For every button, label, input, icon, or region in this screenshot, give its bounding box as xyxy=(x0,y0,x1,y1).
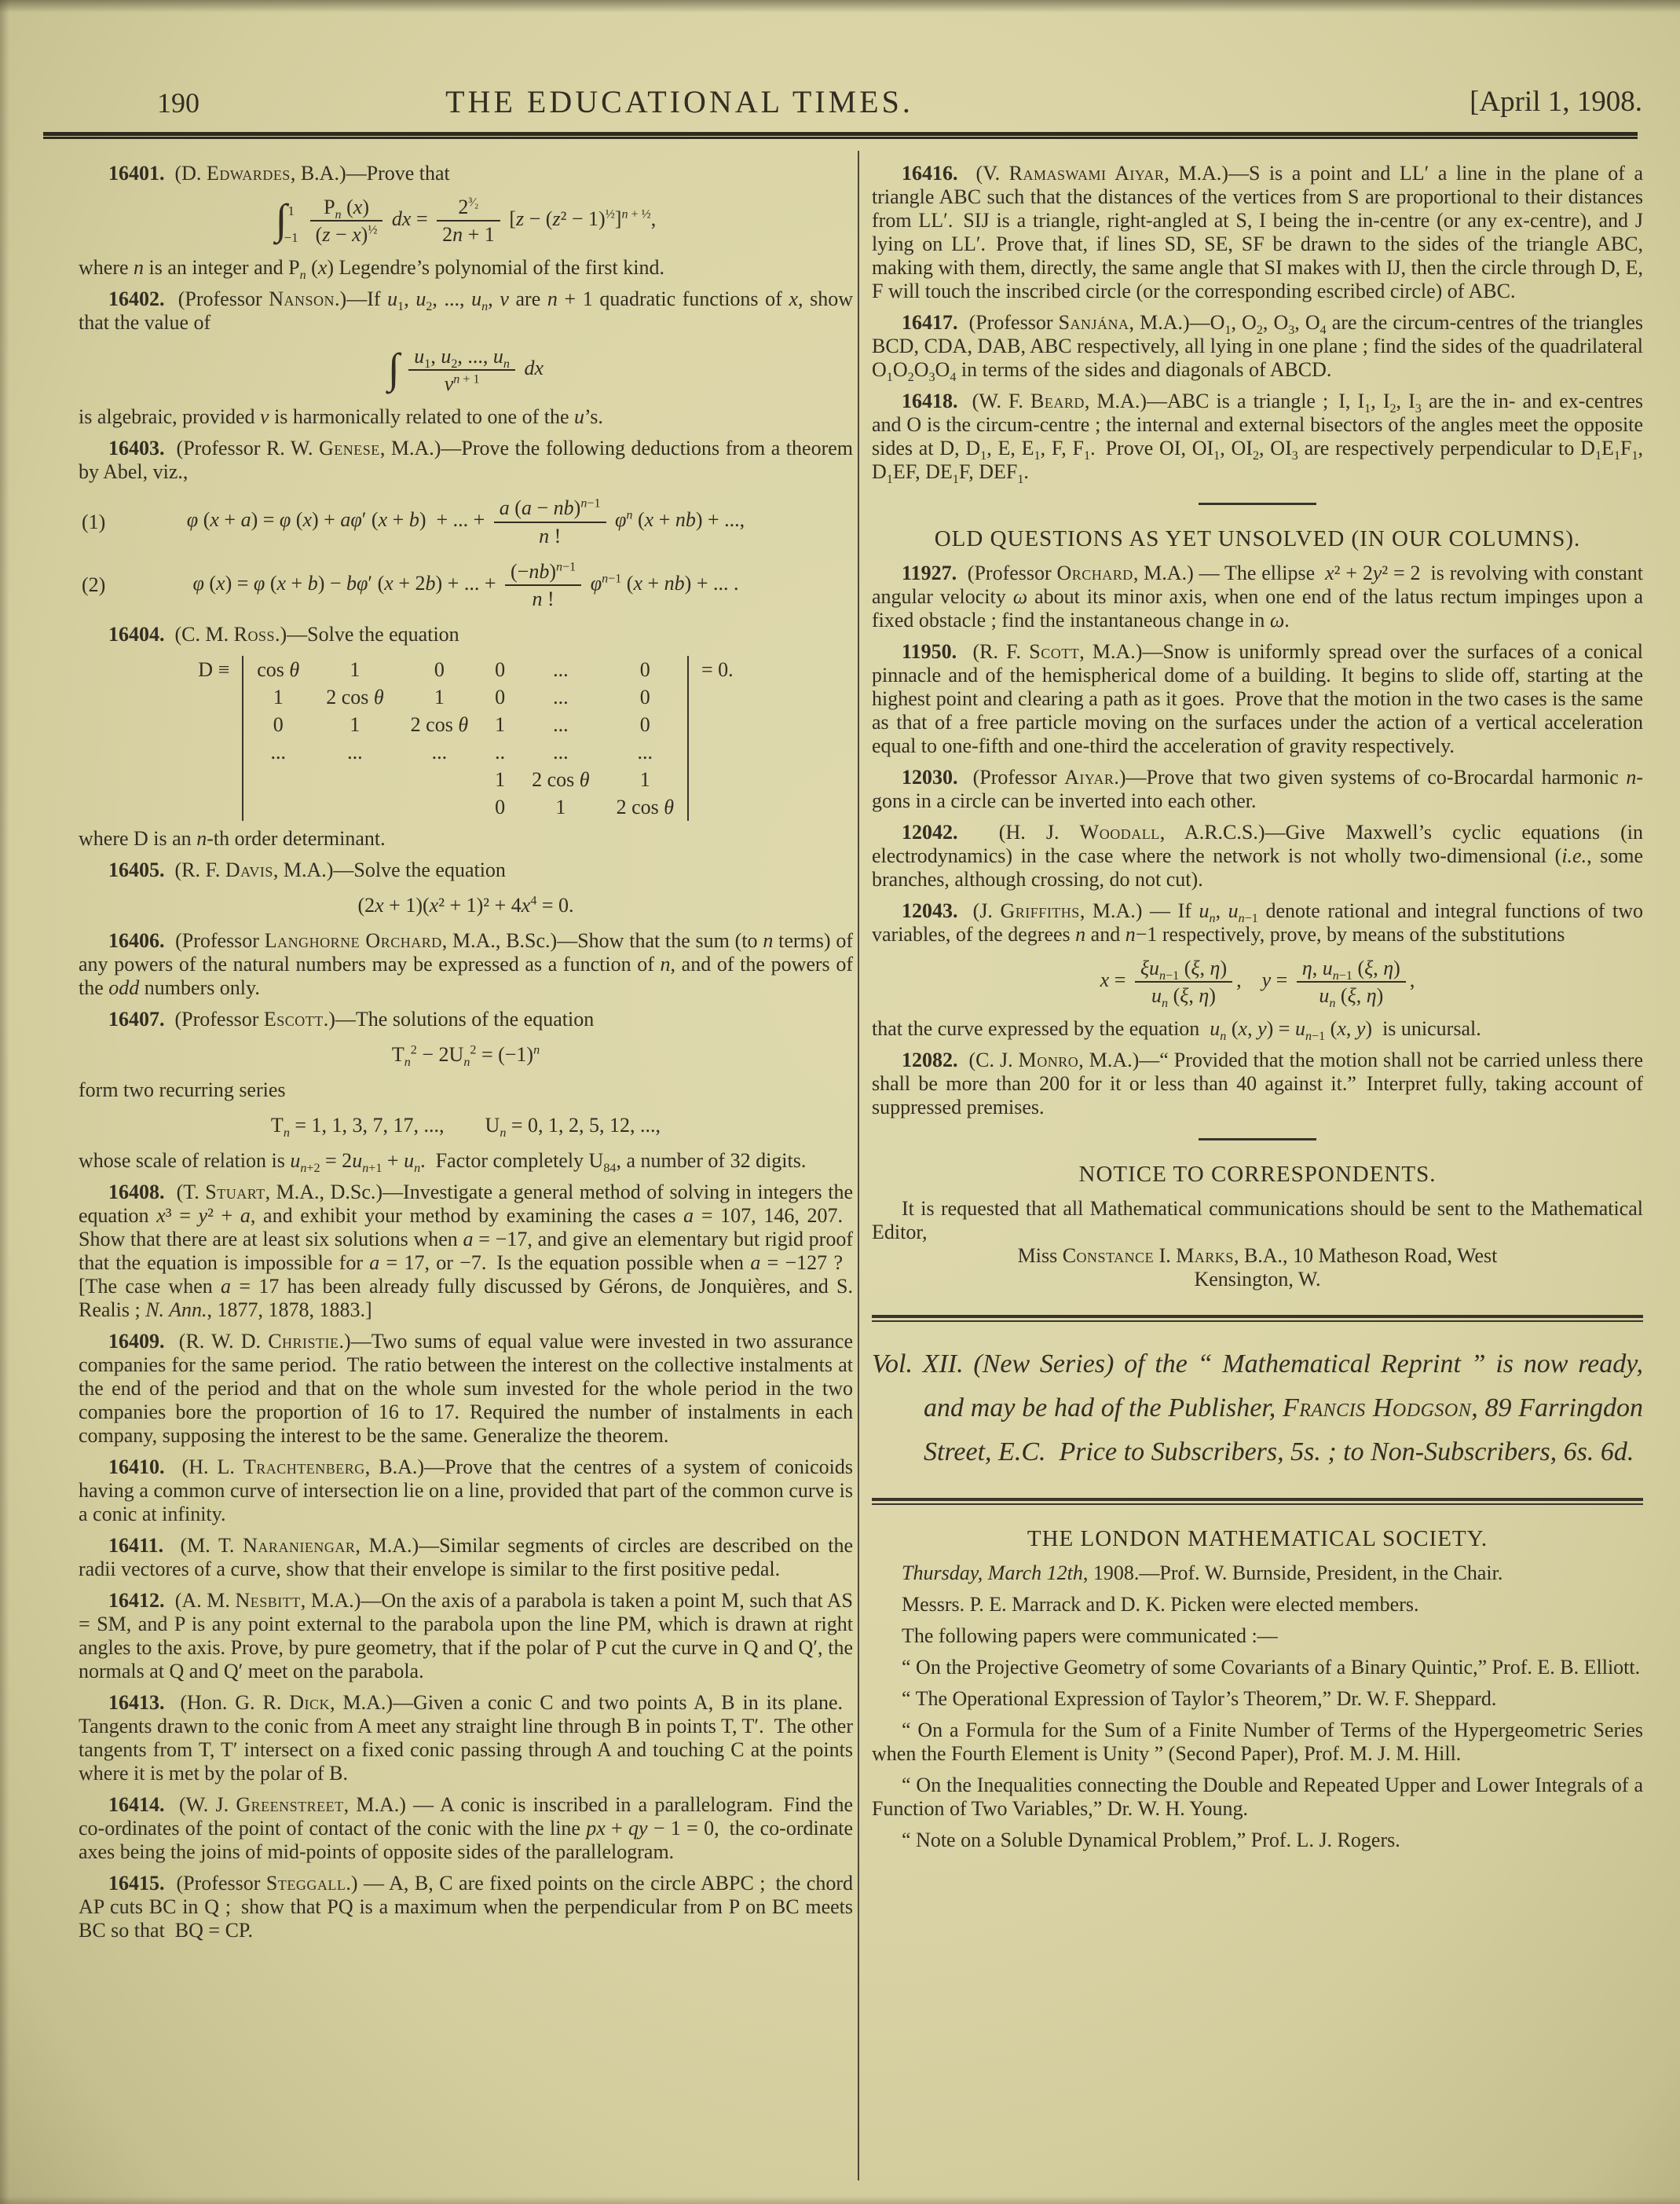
problem-16414: 16414. (W. J. Greenstreet, M.A.) — A conic is inscribed in a parallelogram. Find the co-ordinates of the point of contact of the conic with the line px + qy − 1 = 0, the co-ordinate axes being the joins of mid-points of opposite sides of the parallelogram. xyxy=(79,1792,854,1863)
problem-16404: 16404. (C. M. Ross.)—Solve the equation xyxy=(108,622,459,646)
page-number: 190 xyxy=(157,87,199,119)
formula-16402: ∫ $\frac{u_1, u_2, ..., u_n}{v^{n + 1}}$ dx xyxy=(387,345,544,396)
notice-address-line2: Kensington, W. xyxy=(1194,1268,1321,1291)
scan-edge-top xyxy=(0,0,1680,13)
header-double-rule xyxy=(43,132,1638,139)
lms-papers-intro: The following papers were communicated :— xyxy=(902,1624,1278,1648)
problem-16403: 16403. (Professor R. W. Genese, M.A.)—Prove the following deductions from a theorem by Abel, viz., xyxy=(79,437,853,484)
problem-11927: 11927. (Professor Orchard, M.A.) — The ellipse x² + 2y² = 2 is revolving with constant angular velocity ω about its minor axis, when one end of the latus rectum impinges upon a fixed obstacle ; find the instantaneous change in ω. xyxy=(872,562,1643,632)
lms-paper-1: “ On the Projective Geometry of some Covariants of a Binary Quintic,” Prof. E. B. Elliott. xyxy=(902,1656,1641,1679)
problem-16402-text: is algebraic, provided v is harmonically related to one of the u’s. xyxy=(79,405,603,429)
problem-16413: 16413. (Hon. G. R. Dick, M.A.)—Given a conic C and two points A, B in its plane. Tangents drawn to the conic from A meet any straight line through B in points T, T′. The other tangents from T, T′ intersect on a fixed conic passing through A and touching C at the points where it is met by the polar of B. xyxy=(79,1690,853,1785)
problem-16407-text1: form two recurring series xyxy=(79,1078,286,1101)
problem-16410: 16410. (H. L. Trachtenberg, B.A.)—Prove that the centres of a system of conicoids having a common curve of intersection lie on a line, provided that part of the common curve is a conic at infinity. xyxy=(79,1455,854,1525)
scan-edge-left xyxy=(0,0,9,2204)
problem-12043-text: that the curve expressed by the equation $u_n$ (x, $y) = u_{n-1}$ (x, y) is unicursal. xyxy=(872,1017,1481,1044)
problem-12042: 12042. (H. J. Woodall, A.R.C.S.)—Give Maxwell’s cyclic equations (in electrodynamics) in the case where the network is not wholly two-dimensional (i.e., some branches, although crossing, do not cut). xyxy=(872,821,1644,891)
problem-16418: 16418. (W. F. Beard, M.A.)—ABC is a triangle ; I, $I_1$, $I_2$, $I_3$ are the in- and ex-centres and O is the circum-centre ; the internal and external bisectors of the angles meet the opposite sides at D, $D_1$, E, $E_1$, F, $F_1$. Prove OI, $OI_1$, $OI_2$, $OI_3$ are respectively perpendicular to $D_1E_1F_1$, $D_1EF$, $DE_1F$, $DEF_1$. xyxy=(872,390,1644,487)
lms-meeting: Thursday, March 12th, 1908.—Prof. W. Burnside, President, in the Chair. xyxy=(902,1561,1503,1585)
formula-16401: ∫ 1 −1 $\frac{P_n (x)}{(z - x)^{\frac{1}{2}}}$ dx = $\frac{2^{^3⁄_2}}{2n + 1}$ $[z - (z^2 - 1)^{\frac{1}{2}}]^{n + \frac{1}{2}}$, xyxy=(275,196,657,247)
lms-paper-4: “ On the Inequalities connecting the Double and Repeated Upper and Lower Integrals of a Function of Two Variables,” Dr. W. H. Young. xyxy=(872,1774,1643,1821)
old-questions-heading: OLD QUESTIONS AS YET UNSOLVED (IN OUR COLUMNS). xyxy=(934,526,1581,551)
section-divider-rule xyxy=(1199,1138,1316,1140)
problem-16409: 16409. (R. W. D. Christie.)—Two sums of equal value were invested in two assurance companies for the same period. The ratio between the interest on the collective instalments at the end of the period and that on the whole sum invested for the whole period in the two companies bore the proportion of 16 to 17. Required the number of instalments in each company, supposing the interest to be the same. Generalize the theorem. xyxy=(79,1329,853,1447)
problem-12043: 12043. (J. Griffiths, M.A.) — If $u_n$, $u_{n-1}$ denote rational and integral functions of two variables, of the degrees n and n−1 respectively, prove, by means of the substitutions xyxy=(872,899,1643,946)
lms-paper-5: “ Note on a Soluble Dynamical Problem,” Prof. L. J. Rogers. xyxy=(902,1829,1400,1852)
problem-16417: 16417. (Professor Sanjána, $M.A.)—O_1$, $O_2$, $O_3$, $O_4$ are the circum-centres of the triangles BCD, CDA, DAB, ABC respectively, all lying in one plane ; find the sides of the quadrilateral $O_1O_2O_3O_4$ in terms of the sides and diagonals of ABCD. xyxy=(872,311,1643,385)
issue-date: [April 1, 1908. xyxy=(1470,86,1642,118)
problem-16401-text: where n is an integer and $P_n$ (x) Legendre’s polynomial of the first kind. xyxy=(79,256,664,283)
problem-16407: 16407. (Professor Escott.)—The solutions of the equation xyxy=(108,1007,595,1031)
notice-heading: NOTICE TO CORRESPONDENTS. xyxy=(1078,1162,1437,1188)
problem-16411: 16411. (M. T. Naraniengar, M.A.)—Similar segments of circles are described on the radii vectores of a curve, show that their envelope is similar to the first positive pedal. xyxy=(79,1533,853,1580)
problem-16412: 16412. (A. M. Nesbitt, M.A.)—On the axis of a parabola is taken a point M, such that AS = SM, and P is any point external to the parabola upon the line PM, which is drawn at right angles to the axis. Prove, by pure geometry, that if the polar of P cut the curve in Q and Q′, the normals at Q and Q′ meet on the parabola. xyxy=(79,1588,853,1682)
right-column xyxy=(872,154,1643,1852)
formula-16403-1: (1) φ (x + a) = φ (x) + aφ′ (x + b) + ... + $\frac{a (a - nb)^{n-1}}{n !}$ $\varphi^n$ (x + nb) + ..., xyxy=(82,496,745,547)
determinant-16404: D ≡ cos θ 1 0 0 ... 0 1 2 cos θ 1 0 ... 0 0 1 2 cos θ 1 ... 0 ... ... ... .. ... ... 1 2 cos θ 1 0 1 2 cos θ = 0. xyxy=(79,656,853,821)
formula-16403-2: (2) φ (x) = φ (x + b) − bφ′ (x + 2b) + ... + $\frac{(-nb)^{n-1}}{n !}$ $\varphi^{n-1}$ (x + nb) + ... . xyxy=(82,559,739,610)
problem-12030: 12030. (Professor Aiyar.)—Prove that two given systems of co-Brocardal harmonic n-gons in a circle can be inverted into each other. xyxy=(872,766,1644,812)
problem-11950: 11950. (R. F. Scott, M.A.)—Snow is uniformly spread over the surfaces of a conical pinnacle and of the hemispherical dome of a building. It begins to slide off, starting at the highest point and clearing a path as it goes. Prove that the motion in the two cases is the same as that of a free particle moving on the surfaces under the action of a vertical acceleration equal to one-fifth and one-third the acceleration of gravity respectively. xyxy=(872,640,1643,757)
problem-16401: 16401. (D. Edwardes, B.A.)—Prove that xyxy=(108,162,450,185)
column-divider-rule xyxy=(858,151,859,2180)
lms-heading: THE LONDON MATHEMATICAL SOCIETY. xyxy=(1027,1526,1488,1552)
page-title: THE EDUCATIONAL TIMES. xyxy=(445,84,913,119)
lms-members: Messrs. P. E. Marrack and D. K. Picken were elected members. xyxy=(902,1593,1419,1616)
problem-16415: 16415. (Professor Steggall.) — A, B, C are fixed points on the circle ABPC ; the chord AP cuts BC in Q ; show that PQ is a maximum when the perpendicular from P on BC meets BC so that BQ = CP. xyxy=(79,1871,853,1942)
formula-12043: x = $\xi u_{n-1}$ (ξ, η) $u_n$ (ξ, η) , y = $\frac{\eta, u_{n-1} (\xi, \eta)}{u_n (\xi, \eta)}$ , xyxy=(1100,957,1415,1011)
lms-paper-2: “ The Operational Expression of Taylor’s Theorem,” Dr. W. F. Sheppard. xyxy=(902,1687,1497,1711)
notice-address-line1: Miss Constance I. Marks, B.A., 10 Matheson Road, West xyxy=(1017,1244,1498,1268)
problem-16405: 16405. (R. F. Davis, M.A.)—Solve the equation xyxy=(108,858,506,881)
problem-12082: 12082. (C. J. Monro, M.A.)—“ Provided that the motion shall not be carried unless there shall be more than 200 for it or less than 40 against it.” Interpret fully, taking account of suppressed premises. xyxy=(872,1049,1644,1119)
problem-16416: 16416. (V. Ramaswami Aiyar, M.A.)—S is a point and LL′ a line in the plane of a triangle ABC such that the distances of the vertices from S are proportional to their distances from LL′. SIJ is a triangle, right-angled at S, I being the in-centre (or any ex-centre), and J lying on LL′. Prove that, if lines SD, SE, SF be drawn to the sides of the triangle ABC, making with them, directly, the same angle that SI makes with IJ, then the circle through D, E, F will touch the inscribed circle (or the corresponding escribed circle) of ABC. xyxy=(872,162,1643,302)
formula-16405: $(2x + 1)(x^2 + 1)^2 + 4x^4 = 0$. xyxy=(357,893,574,917)
notice-text: It is requested that all Mathematical communications should be sent to the Mathematical Editor, xyxy=(872,1197,1643,1244)
lms-paper-3: “ On a Formula for the Sum of a Finite Number of Terms of the Hypergeometric Series when the Fourth Element is Unity ” (Second Paper), Prof. M. J. M. Hill. xyxy=(872,1719,1643,1766)
page-header xyxy=(0,75,1680,130)
formula-16407a: $T_n^2 - 2U_n^2 = (-1)^n$ xyxy=(391,1042,540,1070)
problem-16404-text: where D is an n-th order determinant. xyxy=(79,826,386,850)
problem-16402: 16402. (Professor Nanson.)—If $u_1$, $u_2$, ..., $u_n$, v are n + 1 quadratic functions of x, show that the value of xyxy=(79,287,854,335)
left-column xyxy=(79,154,853,1942)
reprint-advertisement: Vol. XII. (New Series) of the “ Mathematical Reprint ” is now ready, and may be had of the Publisher, Francis Hodgson, 89 Farringdon Street, E.C. Price to Subscribers, 5s. ; to Non-Subscribers, 6s. 6d. xyxy=(872,1349,1643,1467)
problem-16408: 16408. (T. Stuart, M.A., D.Sc.)—Investigate a general method of solving in integers the equation x³ = y² + a, and exhibit your method by examining the cases a = 107, 146, 207. Show that there are at least six solutions when a = −17, and give an elementary but rigid proof that the equation is impossible for a = 17, or −7. Is the equation possible when a = −127 ? [The case when a = 17 has been already fully discussed by Gérons, de Jonquières, and S. Realis ; N. Ann., 1877, 1878, 1883.] xyxy=(79,1180,853,1321)
scan-edge-bottom xyxy=(0,2196,1680,2204)
formula-16407b: $T_n = 1$, 1, 3, 7, 17, ..., $U_n = 0$, 1, 2, 5, 12, ..., xyxy=(270,1113,661,1140)
double-rule xyxy=(872,1315,1643,1322)
section-divider-rule xyxy=(1199,503,1316,505)
problem-16407-text2: whose scale of relation is $u_{n+2} = 2u_{n+1} + u_n$. Factor completely $U_{84}$, a number of 32 digits. xyxy=(79,1148,807,1176)
problem-16406: 16406. (Professor Langhorne Orchard, M.A., B.Sc.)—Show that the sum (to n terms) of any powers of the natural numbers may be expressed as a function of n, and of the powers of the odd numbers only. xyxy=(79,928,854,999)
double-rule xyxy=(872,1498,1643,1505)
